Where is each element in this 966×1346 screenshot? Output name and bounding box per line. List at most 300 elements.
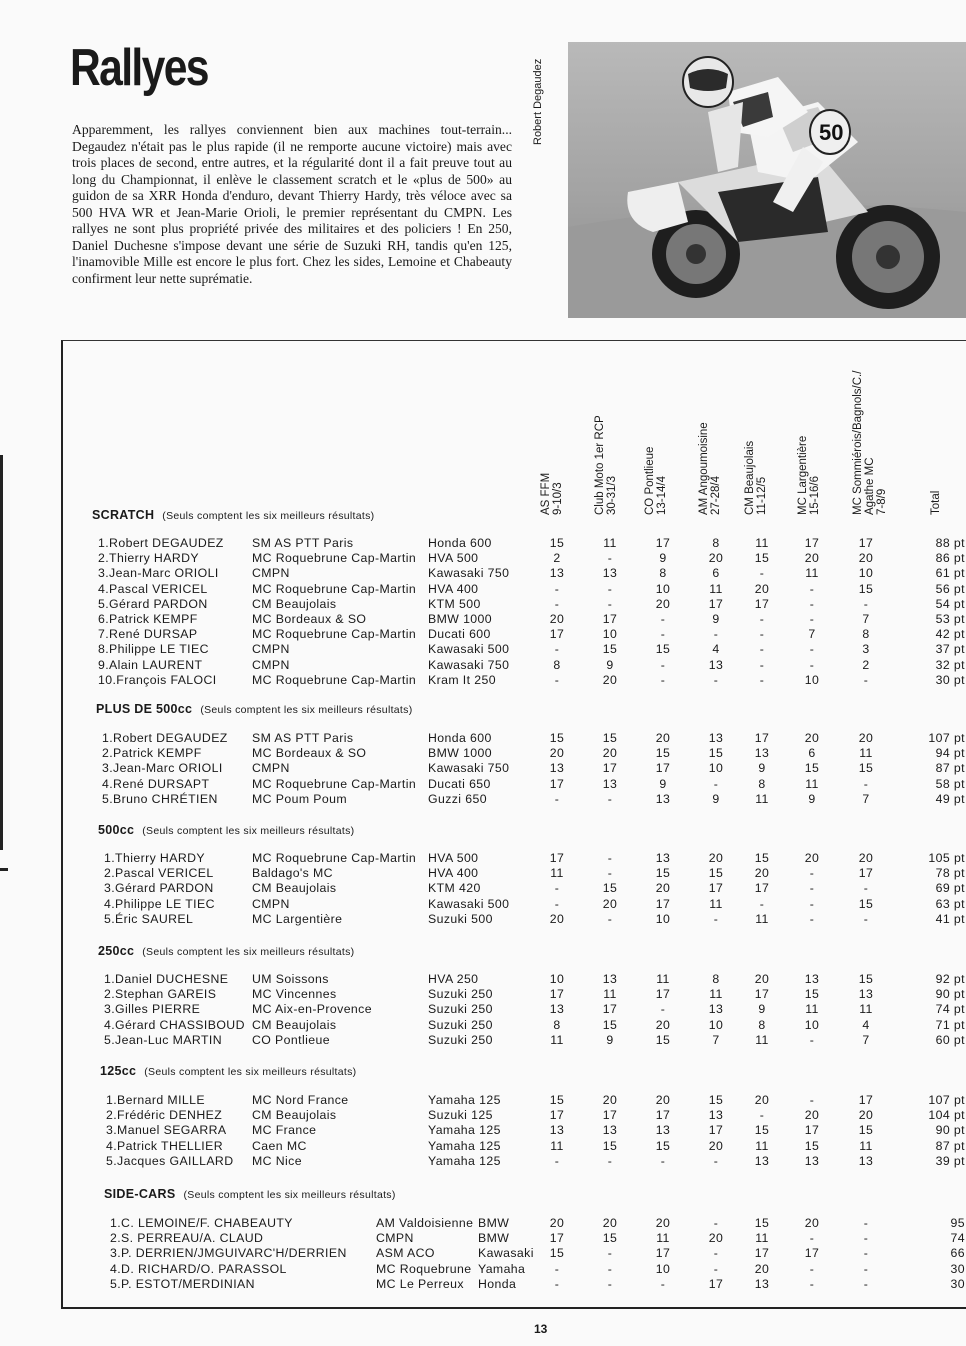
score-cell: 11 — [603, 536, 617, 550]
club-name: CM Beaujolais — [252, 1108, 337, 1123]
club-name: CMPN — [252, 642, 290, 657]
score-cell: 15 — [549, 1246, 565, 1261]
score-cell: - — [759, 672, 765, 687]
score-cell: 8 — [758, 1017, 766, 1032]
score-cell: - — [607, 911, 613, 926]
club-name: CMPN — [252, 657, 290, 672]
motorcycle: Suzuki 125 — [428, 1108, 493, 1123]
total-cell: 30 pt — [935, 672, 965, 687]
total-cell: 53 pt — [935, 612, 965, 626]
score-cell: 13 — [549, 1123, 565, 1138]
photo-credit: Robert Degaudez — [532, 58, 544, 145]
rider-name: 4.Pascal VERICEL — [98, 581, 208, 596]
score-cell: 9 — [808, 791, 816, 806]
score-cell: 20 — [858, 551, 874, 566]
score-cell: 7 — [808, 627, 816, 642]
column-header-line: 27-28/4 — [710, 475, 722, 515]
rider-name: 8.Philippe LE TIEC — [98, 642, 209, 657]
score-cell: 13 — [655, 1123, 671, 1138]
total-cell: 90 pt — [935, 987, 965, 1002]
section-name: PLUS DE 500cc — [96, 702, 193, 716]
score-cell: 4 — [712, 642, 720, 657]
club-name: AM Valdoisienne — [376, 1216, 474, 1230]
score-cell: - — [607, 551, 613, 566]
motorcycle: Honda 600 — [428, 536, 492, 550]
score-cell: 13 — [708, 657, 724, 672]
club-name: MC Roquebrune Cap-Martin — [252, 776, 417, 791]
club-name: UM Soissons — [252, 972, 329, 986]
score-cell: 15 — [858, 581, 874, 596]
club-name: CMPN — [376, 1231, 414, 1246]
column-header — [852, 371, 888, 515]
score-cell: 20 — [708, 1231, 724, 1246]
score-cell: 8 — [862, 627, 870, 642]
section-title — [96, 702, 413, 716]
motorcycle: Suzuki 500 — [428, 911, 493, 926]
score-cell: - — [660, 1276, 666, 1291]
table-row — [98, 658, 965, 673]
score-cell: 17 — [549, 851, 565, 865]
score-cell: 9 — [659, 551, 667, 566]
score-cell: 20 — [549, 1216, 565, 1230]
score-cell: - — [863, 1216, 869, 1230]
score-cell: 20 — [549, 746, 565, 761]
column-header — [930, 491, 942, 515]
table-row — [98, 673, 965, 688]
score-cell: - — [759, 642, 765, 657]
score-cell: 20 — [708, 1138, 724, 1153]
motorcycle: Suzuki 250 — [428, 1002, 493, 1017]
rider-name: 1.Daniel DUCHESNE — [104, 972, 229, 986]
score-cell: 17 — [858, 866, 874, 881]
rider-name: 1.Robert DEGAUDEZ — [102, 731, 228, 745]
score-cell: - — [713, 627, 719, 642]
score-cell: 15 — [858, 972, 874, 986]
score-cell: 8 — [553, 1017, 561, 1032]
score-cell: 9 — [712, 791, 720, 806]
total-cell: 92 pt — [935, 972, 965, 986]
score-cell: - — [607, 581, 613, 596]
score-cell: 20 — [804, 851, 820, 865]
rider-name: 3.Jean-Marc ORIOLI — [98, 566, 219, 581]
club-name: MC Roquebrune Cap-Martin — [252, 851, 417, 865]
score-cell: 20 — [804, 551, 820, 566]
score-cell: - — [554, 881, 560, 896]
score-cell: - — [759, 612, 765, 626]
score-cell: 15 — [804, 761, 820, 776]
motorcycle: Ducati 650 — [428, 776, 491, 791]
score-cell: 13 — [858, 1153, 874, 1168]
table-row — [106, 1093, 965, 1108]
table-row — [104, 972, 965, 987]
motorcycle: Honda 600 — [428, 731, 492, 745]
score-cell: - — [607, 866, 613, 881]
score-cell: - — [554, 596, 560, 611]
score-cell: - — [759, 627, 765, 642]
score-cell: 11 — [859, 1002, 873, 1017]
score-cell: - — [863, 881, 869, 896]
club-name: MC Roquebrune Cap-Martin — [252, 551, 417, 566]
motorcycle: KTM 500 — [428, 596, 481, 611]
rider-name: 5.Bruno CHRÉTIEN — [102, 791, 218, 806]
score-cell: - — [809, 1276, 815, 1291]
score-cell: 20 — [804, 1108, 820, 1123]
rider-name: 2.Thierry HARDY — [98, 551, 199, 566]
score-cell: 13 — [602, 1123, 618, 1138]
score-cell: - — [863, 1231, 869, 1246]
motorcycle-rider-photo — [568, 42, 966, 318]
total-cell: 30 — [950, 1276, 965, 1291]
rider-name: 1.Robert DEGAUDEZ — [98, 536, 224, 550]
rider-name: 4.René DURSAPT — [102, 776, 210, 791]
score-cell: - — [809, 896, 815, 911]
table-row — [104, 881, 965, 896]
section-note: (Seuls comptent les six meilleurs résultats) — [144, 1066, 357, 1078]
score-cell: 11 — [755, 1231, 769, 1246]
score-cell: 17 — [754, 987, 770, 1002]
score-cell: - — [607, 1261, 613, 1276]
total-cell: 95 — [950, 1216, 965, 1230]
club-name: Caen MC — [252, 1138, 307, 1153]
column-header — [698, 422, 722, 515]
total-cell: 63 pt — [935, 896, 965, 911]
section-name: SIDE-CARS — [104, 1187, 176, 1201]
score-cell: 11 — [550, 866, 564, 881]
score-cell: - — [809, 581, 815, 596]
table-row — [104, 912, 965, 927]
table-row — [98, 627, 965, 642]
score-cell: - — [554, 1153, 560, 1168]
score-cell: - — [554, 642, 560, 657]
motorcycle: BMW 1000 — [428, 746, 493, 761]
table-row — [98, 582, 965, 597]
section-name: SCRATCH — [92, 508, 155, 522]
motorcycle: Guzzi 650 — [428, 791, 487, 806]
score-cell: - — [607, 1246, 613, 1261]
score-cell: - — [863, 596, 869, 611]
score-cell: 10 — [549, 972, 565, 986]
motorcycle: Suzuki 250 — [428, 1017, 493, 1032]
section-note: (Seuls comptent les six meilleurs résultats) — [200, 704, 413, 716]
motorcycle: HVA 500 — [428, 551, 479, 566]
total-cell: 60 pt — [935, 1032, 965, 1047]
table-row — [104, 1002, 965, 1017]
club-name: MC Nice — [252, 1153, 302, 1168]
motorcycle: HVA 500 — [428, 851, 479, 865]
score-cell: 20 — [549, 612, 565, 626]
motorcycle: Kawasaki 750 — [428, 657, 510, 672]
score-cell: 15 — [602, 1231, 618, 1246]
total-cell: 42 pt — [935, 627, 965, 642]
score-cell: 17 — [549, 776, 565, 791]
section-title — [98, 944, 354, 958]
score-cell: - — [863, 776, 869, 791]
total-cell: 87 pt — [935, 1138, 965, 1153]
section-name: 500cc — [98, 823, 135, 837]
score-cell: 9 — [758, 761, 766, 776]
score-cell: 20 — [549, 911, 565, 926]
column-header-line: Total — [930, 490, 942, 515]
score-cell: - — [660, 1153, 666, 1168]
left-margin-tick — [0, 868, 8, 871]
score-cell: 15 — [602, 731, 618, 745]
total-cell: 30 — [950, 1261, 965, 1276]
motorcycle: BMW — [478, 1216, 510, 1230]
score-cell: 17 — [602, 612, 618, 626]
score-cell: - — [863, 911, 869, 926]
score-cell: 7 — [712, 1032, 720, 1047]
score-cell: 11 — [656, 972, 670, 986]
score-cell: 11 — [709, 896, 723, 911]
score-cell: 20 — [655, 731, 671, 745]
motorcycle: Suzuki 250 — [428, 987, 493, 1002]
score-cell: 9 — [712, 612, 720, 626]
score-cell: - — [554, 896, 560, 911]
table-row — [106, 1123, 965, 1138]
score-cell: 11 — [805, 776, 819, 791]
club-name: MC Roquebrune Cap-Martin — [252, 672, 417, 687]
score-cell: 15 — [655, 1032, 671, 1047]
score-cell: - — [554, 1261, 560, 1276]
rider-name: 1.Thierry HARDY — [104, 851, 205, 865]
section-note: (Seuls comptent les six meilleurs résultats) — [183, 1189, 396, 1201]
score-cell: 13 — [708, 1002, 724, 1017]
score-cell: - — [554, 581, 560, 596]
score-cell: - — [809, 1231, 815, 1246]
score-cell: - — [809, 911, 815, 926]
score-cell: 13 — [708, 731, 724, 745]
score-cell: - — [713, 1246, 719, 1261]
score-cell: 20 — [602, 672, 618, 687]
total-cell: 107 pt — [928, 731, 965, 745]
score-cell: 17 — [549, 987, 565, 1002]
table-row — [98, 597, 965, 612]
total-cell: 90 pt — [935, 1123, 965, 1138]
score-cell: 8 — [553, 657, 561, 672]
motorcycle: KTM 420 — [428, 881, 481, 896]
total-cell: 32 pt — [935, 657, 965, 672]
score-cell: 7 — [862, 612, 870, 626]
score-cell: 17 — [655, 761, 671, 776]
score-cell: 10 — [708, 1017, 724, 1032]
club-name: MC Roquebrune — [376, 1261, 472, 1276]
rider-name: 3.Jean-Marc ORIOLI — [102, 761, 223, 776]
table-row — [110, 1262, 965, 1277]
rider-name: 3.P. DERRIEN/JMGUIVARC'H/DERRIEN — [110, 1246, 347, 1261]
table-row — [98, 566, 965, 581]
score-cell: 15 — [754, 851, 770, 865]
score-cell: 17 — [655, 896, 671, 911]
score-cell: 6 — [808, 746, 816, 761]
total-cell: 56 pt — [935, 581, 965, 596]
page-title: Rallyes — [70, 39, 208, 97]
total-cell: 88 pt — [935, 536, 965, 550]
score-cell: - — [863, 1261, 869, 1276]
club-name: MC Poum Poum — [252, 791, 348, 806]
column-header — [644, 447, 668, 515]
score-cell: 13 — [602, 776, 618, 791]
score-cell: 15 — [549, 1093, 565, 1107]
score-cell: 13 — [549, 566, 565, 581]
score-cell: 8 — [758, 776, 766, 791]
total-cell: 61 pt — [935, 566, 965, 581]
total-cell: 49 pt — [935, 791, 965, 806]
score-cell: 15 — [602, 642, 618, 657]
rider-name: 7.René DURSAP — [98, 627, 198, 642]
score-cell: 15 — [754, 1216, 770, 1230]
score-cell: - — [660, 657, 666, 672]
score-cell: 11 — [603, 987, 617, 1002]
score-cell: - — [713, 1216, 719, 1230]
rider-name: 2.Pascal VERICEL — [104, 866, 214, 881]
score-cell: 8 — [712, 536, 720, 550]
club-name: CMPN — [252, 896, 290, 911]
score-cell: 11 — [550, 1032, 564, 1047]
motorcycle: Yamaha 125 — [428, 1153, 501, 1168]
score-cell: - — [759, 657, 765, 672]
table-row — [104, 851, 965, 866]
score-cell: 15 — [708, 746, 724, 761]
motorcycle: Ducati 600 — [428, 627, 491, 642]
score-cell: 10 — [858, 566, 874, 581]
motorcycle: HVA 400 — [428, 581, 479, 596]
score-cell: 20 — [754, 1261, 770, 1276]
total-cell: 66 — [950, 1246, 965, 1261]
column-header-line: 11-12/5 — [756, 476, 768, 515]
score-cell: - — [809, 1261, 815, 1276]
score-cell: 17 — [602, 1108, 618, 1123]
score-cell: 11 — [656, 1231, 670, 1246]
score-cell: 20 — [804, 1216, 820, 1230]
club-name: ASM ACO — [376, 1246, 435, 1261]
club-name: CM Beaujolais — [252, 881, 337, 896]
total-cell: 94 pt — [935, 746, 965, 761]
score-cell: - — [554, 672, 560, 687]
score-cell: 15 — [858, 1123, 874, 1138]
rider-name: 2.Patrick KEMPF — [102, 746, 202, 761]
score-cell: 13 — [804, 972, 820, 986]
section-title — [92, 508, 374, 522]
score-cell: 17 — [804, 536, 820, 550]
score-cell: 11 — [709, 987, 723, 1002]
rider-name: 1.Bernard MILLE — [106, 1093, 205, 1107]
rider-name: 1.C. LEMOINE/F. CHABEAUTY — [110, 1216, 293, 1230]
score-cell: 17 — [708, 881, 724, 896]
score-cell: 17 — [708, 596, 724, 611]
score-cell: 15 — [858, 761, 874, 776]
motorcycle: BMW — [478, 1231, 510, 1246]
score-cell: 13 — [708, 1108, 724, 1123]
score-cell: - — [809, 612, 815, 626]
club-name: MC Roquebrune Cap-Martin — [252, 627, 417, 642]
score-cell: 17 — [804, 1123, 820, 1138]
table-row — [102, 777, 965, 792]
club-name: Baldago's MC — [252, 866, 333, 881]
score-cell: - — [607, 1276, 613, 1291]
score-cell: 9 — [606, 1032, 614, 1047]
club-name: MC Roquebrune Cap-Martin — [252, 581, 417, 596]
column-header-line: 30-31/3 — [606, 475, 618, 515]
score-cell: 10 — [655, 911, 671, 926]
total-cell: 74 pt — [935, 1002, 965, 1017]
total-cell: 74 — [950, 1231, 965, 1246]
score-cell: - — [660, 672, 666, 687]
motorcycle: HVA 250 — [428, 972, 479, 986]
score-cell: 20 — [754, 1093, 770, 1107]
score-cell: 20 — [602, 1093, 618, 1107]
club-name: CO Pontlieue — [252, 1032, 330, 1047]
rider-name: 4.Gérard CHASSIBOUD — [104, 1017, 245, 1032]
section-title — [98, 823, 354, 837]
left-margin-rule — [0, 455, 3, 850]
column-header — [744, 441, 768, 515]
score-cell: - — [809, 1032, 815, 1047]
score-cell: 15 — [754, 551, 770, 566]
score-cell: 17 — [549, 1108, 565, 1123]
score-cell: 17 — [804, 1246, 820, 1261]
score-cell: 15 — [655, 642, 671, 657]
column-header — [797, 436, 821, 515]
score-cell: - — [607, 851, 613, 865]
score-cell: - — [863, 672, 869, 687]
column-header-line: Agathe MC — [864, 457, 876, 515]
section-name: 125cc — [100, 1064, 137, 1078]
rider-name: 5.Jacques GAILLARD — [106, 1153, 234, 1168]
motorcycle: Yamaha 125 — [428, 1123, 501, 1138]
score-cell: 15 — [655, 866, 671, 881]
table-row — [110, 1246, 965, 1261]
table-row — [98, 551, 965, 566]
motorcycle: Honda — [478, 1276, 517, 1291]
table-row — [104, 897, 965, 912]
table-row — [104, 987, 965, 1002]
column-header-line: 9-10/3 — [552, 482, 564, 515]
score-cell: 13 — [754, 1153, 770, 1168]
score-cell: - — [554, 1276, 560, 1291]
score-cell: 9 — [606, 657, 614, 672]
svg-text:50: 50 — [819, 120, 844, 145]
score-cell: 15 — [602, 881, 618, 896]
score-cell: 17 — [754, 731, 770, 745]
table-row — [102, 761, 965, 776]
table-row — [106, 1154, 965, 1169]
score-cell: 9 — [758, 1002, 766, 1017]
score-cell: 13 — [655, 791, 671, 806]
table-row — [98, 612, 965, 627]
club-name: MC Bordeaux & SO — [252, 612, 367, 626]
club-name: CMPN — [252, 566, 290, 581]
total-cell: 37 pt — [935, 642, 965, 657]
motorcycle: Suzuki 250 — [428, 1032, 493, 1047]
rider-name: 10.François FALOCI — [98, 672, 217, 687]
rider-name: 4.Philippe LE TIEC — [104, 896, 215, 911]
table-row — [102, 746, 965, 761]
score-cell: - — [809, 1093, 815, 1107]
score-cell: 13 — [754, 1276, 770, 1291]
score-cell: 17 — [708, 1123, 724, 1138]
score-cell: 13 — [655, 851, 671, 865]
score-cell: 15 — [549, 731, 565, 745]
score-cell: 20 — [754, 866, 770, 881]
score-cell: - — [809, 881, 815, 896]
score-cell: 20 — [602, 896, 618, 911]
page-number: 13 — [534, 1322, 548, 1336]
score-cell: - — [759, 566, 765, 581]
rider-name: 5.Éric SAUREL — [104, 911, 194, 926]
score-cell: 20 — [708, 551, 724, 566]
club-name: SM AS PTT Paris — [252, 731, 354, 745]
column-header-line: 7-8/9 — [876, 488, 888, 515]
